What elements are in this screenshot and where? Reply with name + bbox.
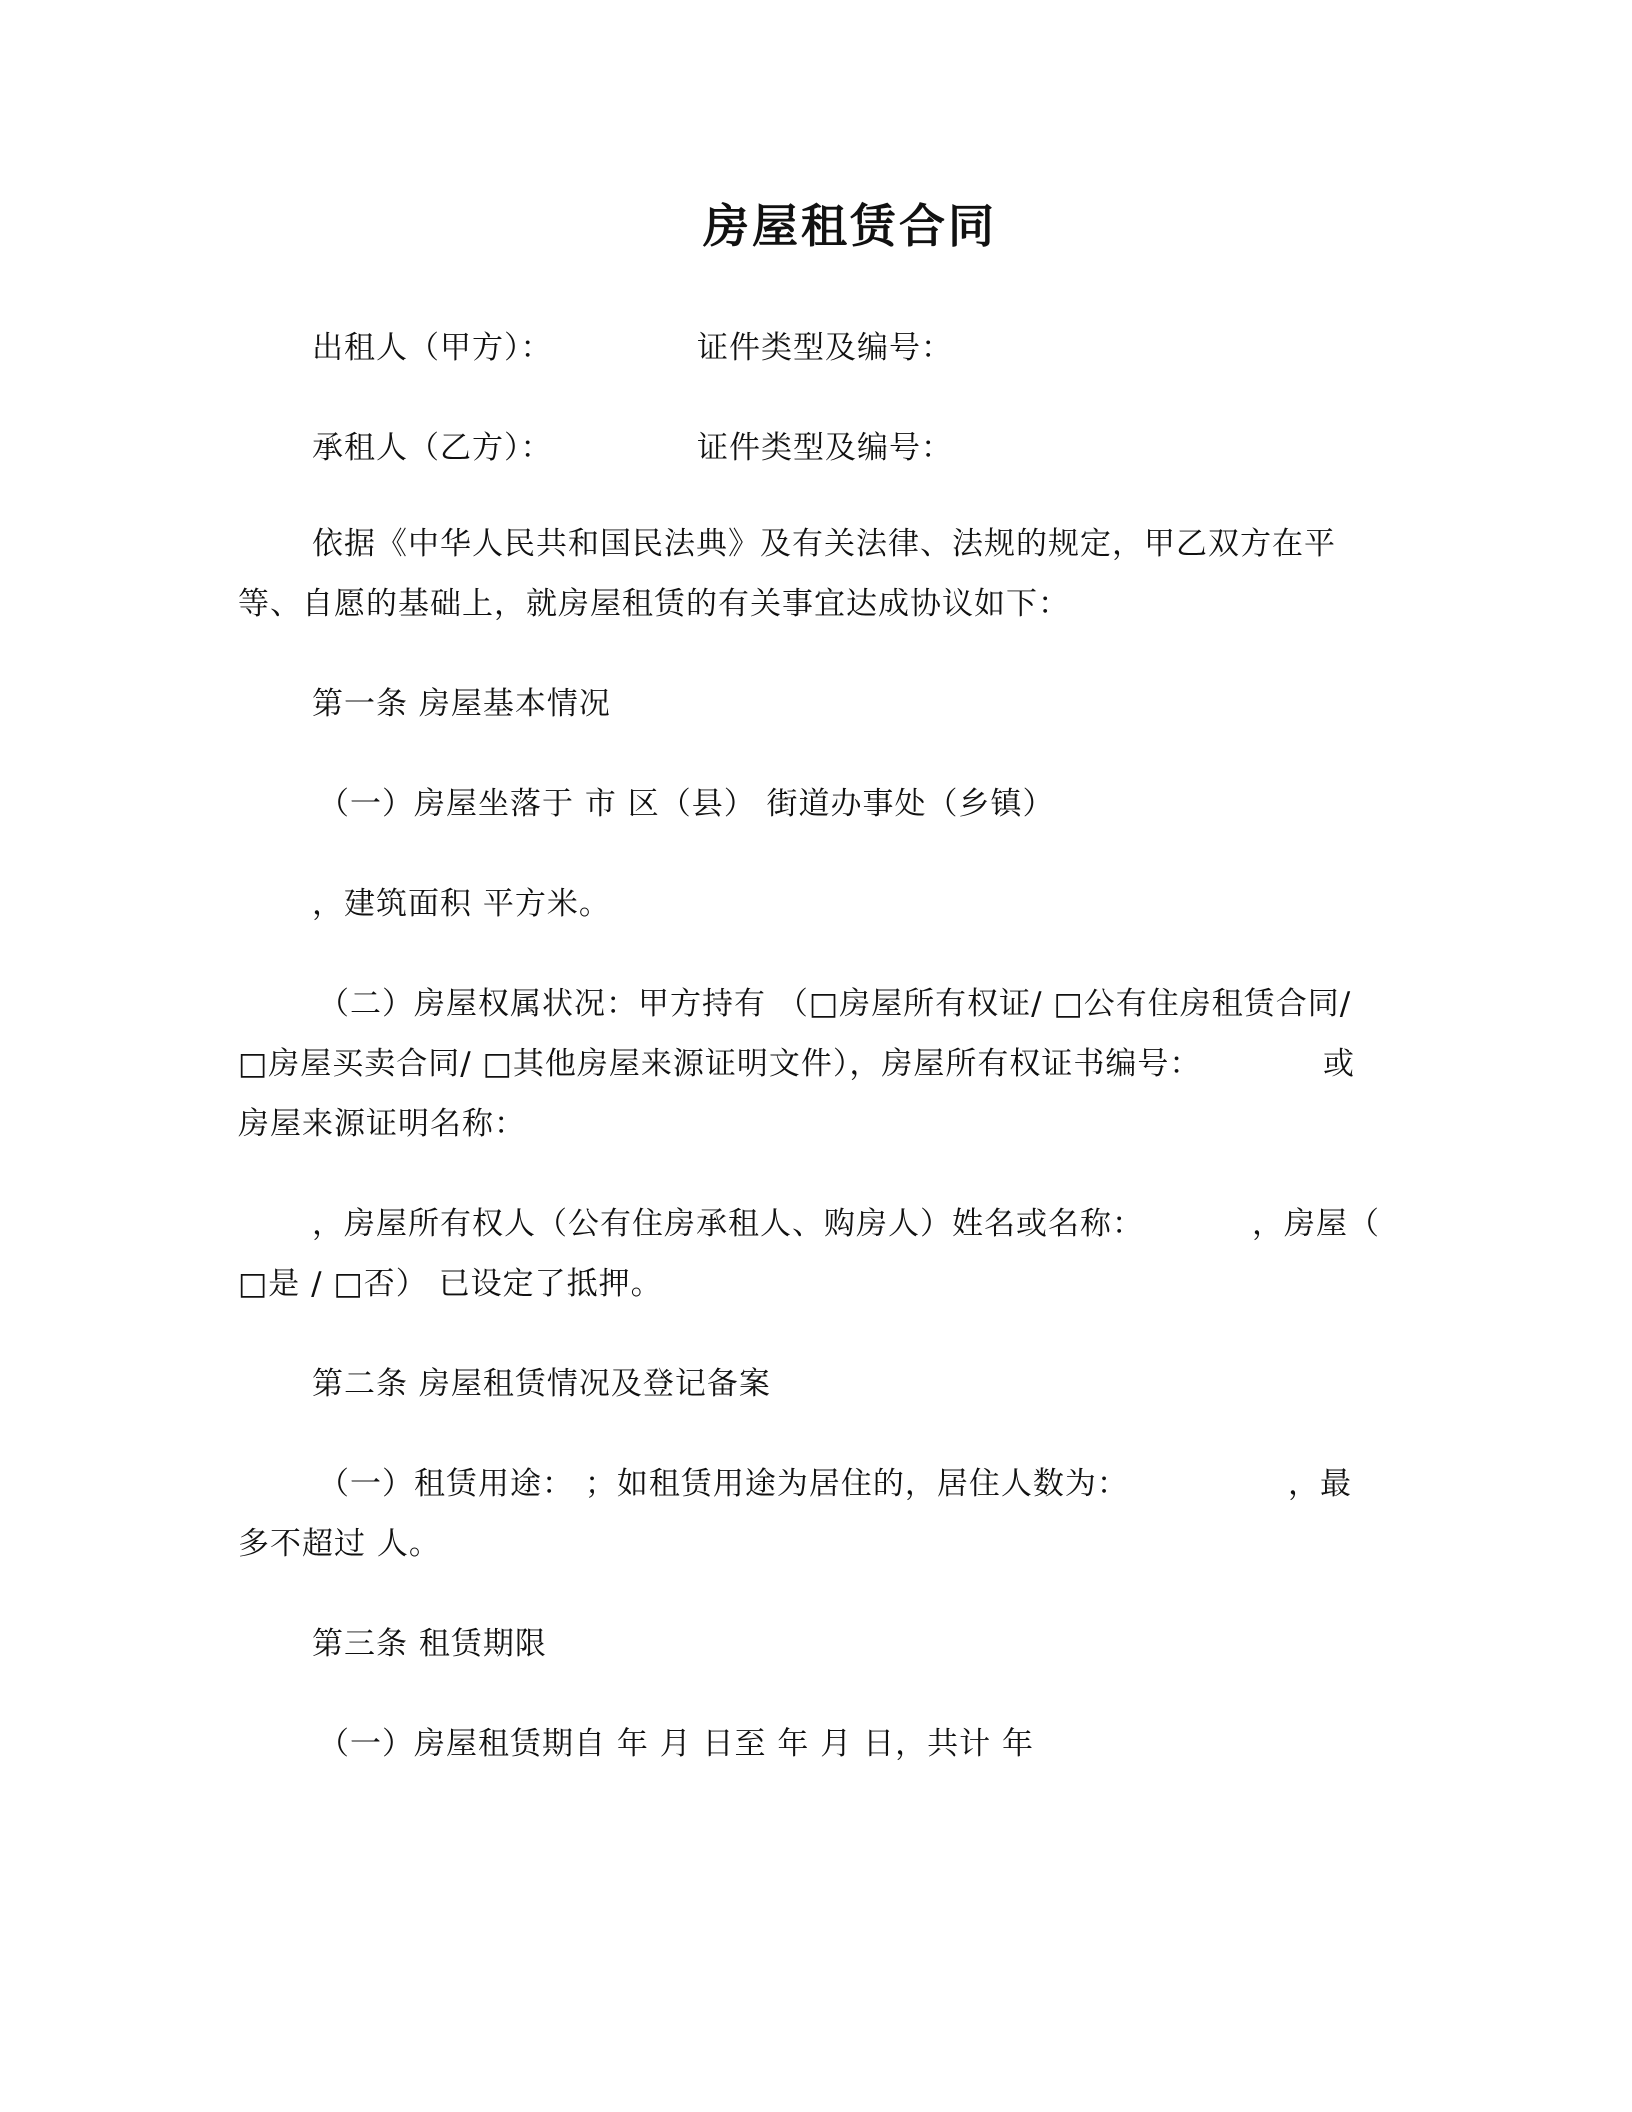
- article-1-item-2-line-5: □是 / □否） 已设定了抵押。: [238, 1266, 663, 1302]
- article-3-heading: 第三条 租赁期限: [312, 1626, 547, 1662]
- preamble-line-1: 依据《中华人民共和国民法典》及有关法律、法规的规定，甲乙双方在平: [312, 526, 1336, 562]
- article-1-item-2-line-4: ，房屋所有权人（公有住房承租人、购房人）姓名或名称：: [312, 1206, 1144, 1242]
- preamble-line-2: 等、自愿的基础上，就房屋租赁的有关事宜达成协议如下：: [238, 586, 1070, 622]
- document-title: 房屋租赁合同: [703, 199, 997, 253]
- article-2-item-1-line-2: 多不超过 人。: [238, 1526, 441, 1562]
- lessor-label: 出租人（甲方）：: [312, 330, 553, 366]
- article-1-item-2-line-2-end: 或: [1323, 1046, 1355, 1082]
- article-1-heading: 第一条 房屋基本情况: [312, 686, 611, 722]
- article-2-item-1-line-1-end: ，最: [1288, 1466, 1352, 1502]
- article-2-heading: 第二条 房屋租赁情况及登记备案: [312, 1366, 771, 1402]
- article-1-item-2-line-2: □房屋买卖合同/ □其他房屋来源证明文件），房屋所有权证书编号：: [238, 1046, 1202, 1082]
- article-1-item-2-line-1: （二）房屋权属状况：甲方持有 （□房屋所有权证/ □公有住房租赁合同/: [318, 986, 1352, 1022]
- lessee-id-label: 证件类型及编号：: [697, 430, 953, 466]
- article-1-item-1-line-2: ，建筑面积 平方米。: [312, 886, 611, 922]
- article-2-item-1-line-1: （一）租赁用途： ；如租赁用途为居住的，居住人数为：: [318, 1466, 1129, 1502]
- article-1-item-2-line-3: 房屋来源证明名称：: [238, 1106, 526, 1142]
- article-1-item-1-line-1: （一）房屋坐落于 市 区（县） 街道办事处（乡镇）: [318, 786, 1055, 822]
- article-1-item-2-line-4-end: ，房屋（: [1252, 1206, 1380, 1242]
- lessee-label: 承租人（乙方）：: [312, 430, 553, 466]
- article-3-item-1-line-1: （一）房屋租赁期自 年 月 日至 年 月 日，共计 年: [318, 1726, 1034, 1762]
- lessor-id-label: 证件类型及编号：: [697, 330, 953, 366]
